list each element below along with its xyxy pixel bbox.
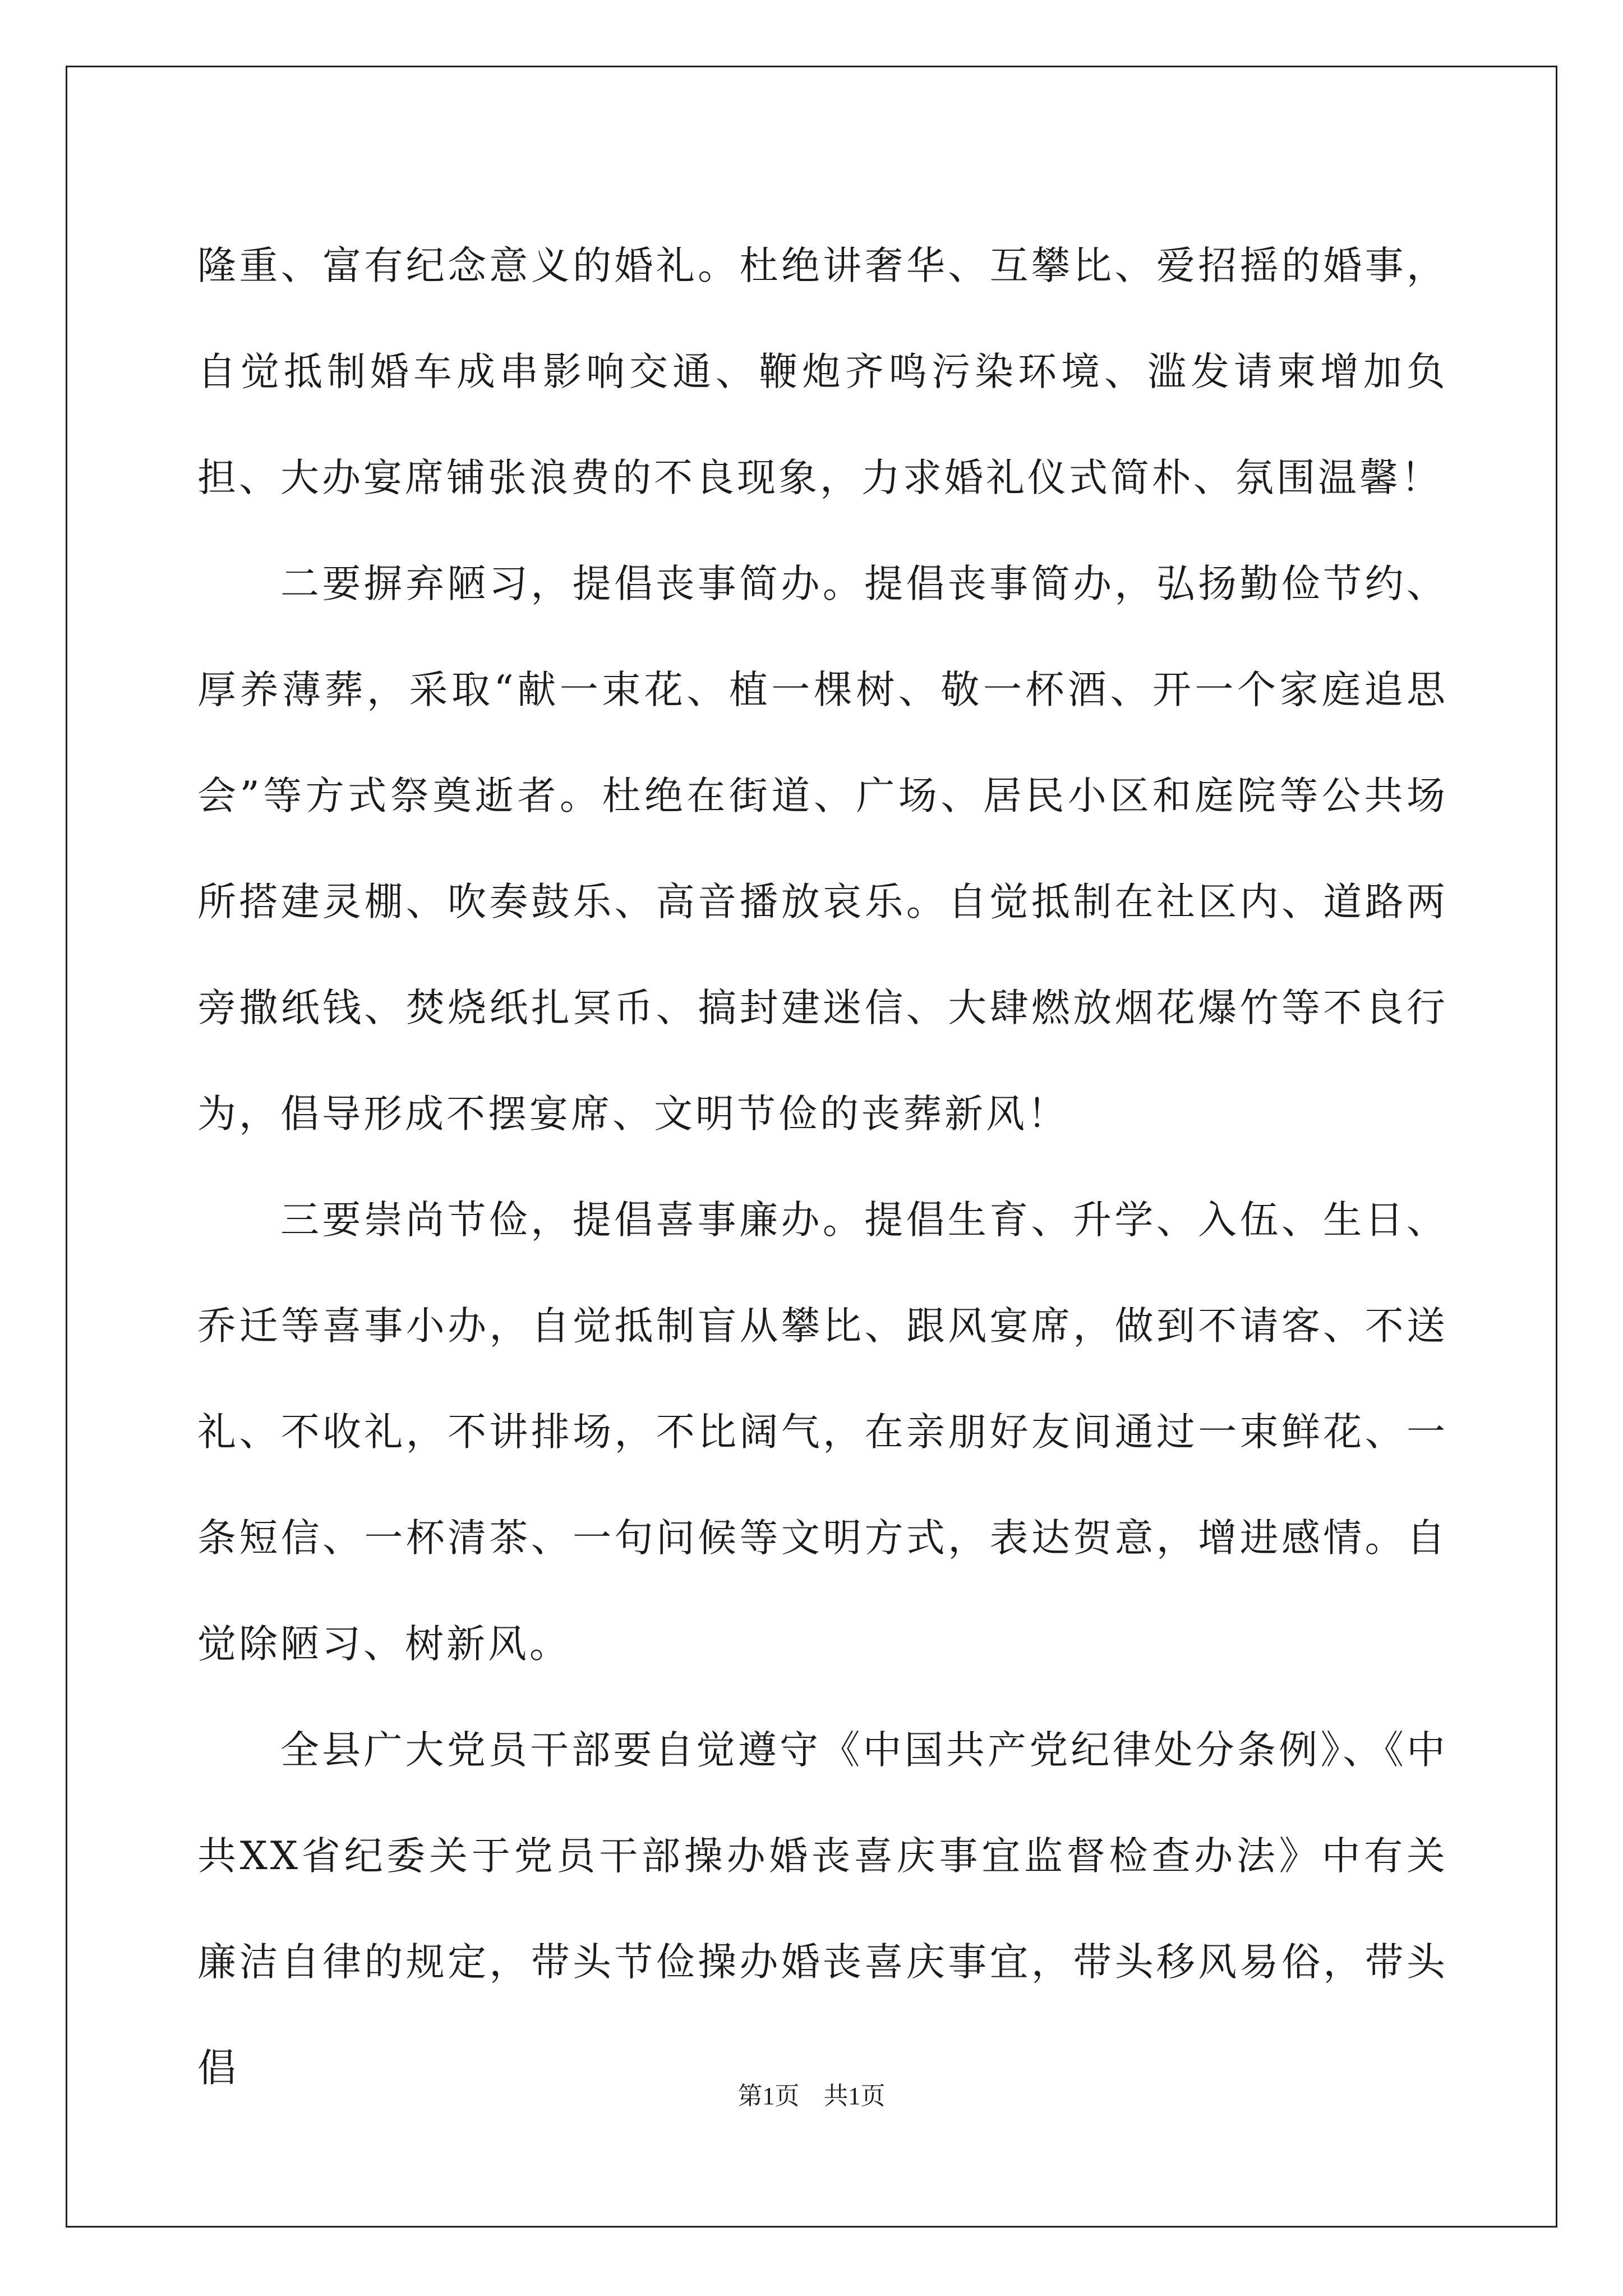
document-body: [197, 213, 1448, 2122]
paragraph: 二要摒弃陋习，提倡丧事简办。提倡丧事简办，弘扬勤俭节约、厚养薄葬，采取“献一束花、植一棵树、敬一杯酒、开一个家庭追思会”等方式祭奠逝者。杜绝在街道、广场、居民小区和庭院等公共场所搭建灵棚、吹奏鼓乐、高音播放哀乐。自觉抵制在社区内、道路两旁撒纸钱、焚烧纸扎冥币、搞封建迷信、大肆燃放烟花爆竹等不良行为，倡导形成不摆宴席、文明节俭的丧葬新风！: [197, 562, 1448, 1137]
paragraph: 三要崇尚节俭，提倡喜事廉办。提倡生育、升学、入伍、生日、乔迁等喜事小办，自觉抵制盲从攀比、跟风宴席，做到不请客、不送礼、不收礼，不讲排场，不比阔气，在亲朋好友间通过一束鲜花、一条短信、一杯清茶、一句问候等文明方式，表达贺意，增进感情。自觉除陋习、树新风。: [197, 1198, 1448, 1667]
paragraph: 隆重、富有纪念意义的婚礼。杜绝讲奢华、互攀比、爱招摇的婚事，自觉抵制婚车成串影响交通、鞭炮齐鸣污染环境、滥发请柬增加负担、大办宴席铺张浪费的不良现象，力求婚礼仪式简朴、氛围温馨！: [197, 243, 1448, 500]
page-number: 第1页: [737, 2082, 800, 2110]
paragraph: 全县广大党员干部要自觉遵守《中国共产党纪律处分条例》、《中共XX省纪委关于党员干部操办婚丧喜庆事宜监督检查办法》中有关廉洁自律的规定，带头节俭操办婚丧喜庆事宜，带头移风易俗，带头倡: [197, 1728, 1448, 2091]
page-footer: [0, 2076, 1623, 2111]
page-total: 共1页: [823, 2082, 886, 2110]
